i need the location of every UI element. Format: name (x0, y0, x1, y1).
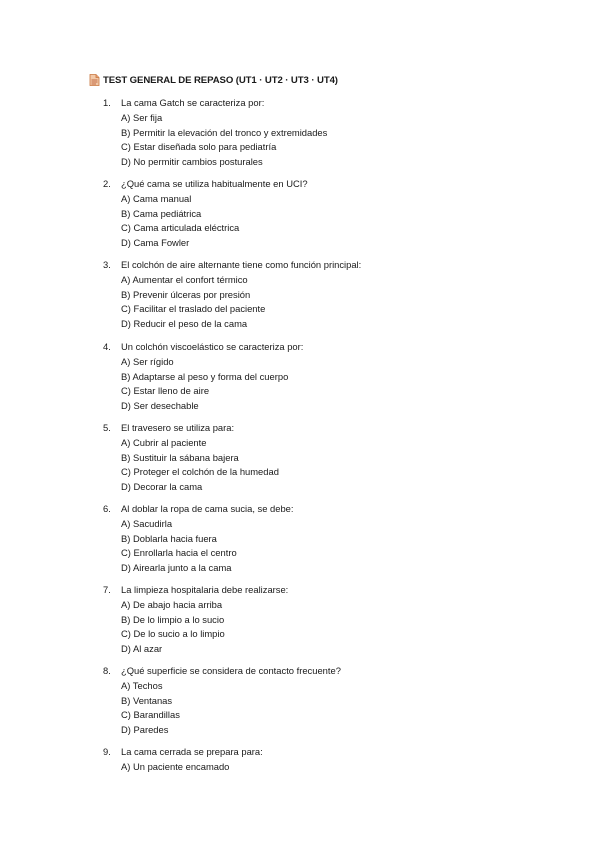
answer-option-text: B) Permitir la elevación del tronco y extremidades (121, 126, 328, 138)
question-number: 6. (103, 503, 111, 514)
answer-option-text: A) Sacudirla (121, 518, 173, 529)
question-number: 4. (103, 341, 111, 352)
answer-option-text: D) Decorar la cama (121, 480, 203, 492)
question-text: ¿Qué superficie se considera de contacto frecuente? (121, 665, 341, 676)
answer-option-text: D) Paredes (121, 723, 169, 735)
answer-option-text: C) Barandillas (121, 709, 180, 721)
question-text: La cama Gatch se caracteriza por: (121, 97, 265, 108)
question-number: 2. (103, 178, 111, 189)
answer-option-text: A) Ser rígido (121, 356, 174, 367)
question-text: ¿Qué cama se utiliza habitualmente en UCI? (121, 178, 308, 189)
answer-option-text: C) Facilitar el traslado del paciente (121, 303, 266, 315)
answer-option-text: B) Cama pediátrica (121, 207, 202, 219)
question-text: La limpieza hospitalaria debe realizarse: (121, 584, 289, 595)
answer-option-text: D) Reducir el peso de la cama (121, 317, 248, 329)
answer-option-text: C) Proteger el colchón de la humedad (121, 466, 279, 478)
question-text: Un colchón viscoelástico se caracteriza por: (121, 341, 304, 352)
answer-option-text: A) Cubrir al paciente (121, 437, 207, 448)
question-number: 7. (103, 584, 111, 595)
answer-option-text: B) Adaptarse al peso y forma del cuerpo (121, 370, 289, 382)
document-title: TEST GENERAL DE REPASO (UT1 · UT2 · UT3 · UT4) (103, 74, 338, 86)
question-number: 9. (103, 746, 111, 757)
question-number: 3. (103, 259, 111, 270)
answer-option-text: B) Doblarla hacia fuera (121, 532, 217, 544)
answer-option-text: C) Cama articulada eléctrica (121, 222, 240, 234)
answer-option-text: C) Enrollarla hacia el centro (121, 547, 237, 559)
answer-option-text: A) De abajo hacia arriba (121, 599, 223, 610)
answer-option-text: D) Cama Fowler (121, 236, 190, 248)
question-text: La cama cerrada se prepara para: (121, 746, 263, 757)
answer-option-text: A) Un paciente encamado (121, 761, 230, 772)
answer-option-text: B) Ventanas (121, 694, 173, 706)
answer-option-text: D) Al azar (121, 642, 163, 654)
answer-option-text: B) Sustituir la sábana bajera (121, 451, 239, 463)
question-number: 8. (103, 665, 111, 676)
question-text: El travesero se utiliza para: (121, 422, 235, 433)
answer-option-text: A) Techos (121, 680, 163, 691)
answer-option-text: B) Prevenir úlceras por presión (121, 288, 251, 300)
question-number: 1. (103, 97, 111, 108)
answer-option-text: D) Ser desechable (121, 399, 199, 411)
answer-option-text: A) Ser fija (121, 112, 163, 123)
answer-option-text: B) De lo limpio a lo sucio (121, 613, 225, 625)
answer-option-text: C) Estar diseñada solo para pediatría (121, 141, 277, 153)
question-text: Al doblar la ropa de cama sucia, se debe: (121, 503, 294, 514)
answer-option-text: C) Estar lleno de aire (121, 385, 210, 397)
answer-option-text: D) Airearla junto a la cama (121, 561, 232, 573)
question-number: 5. (103, 422, 111, 433)
document-icon (89, 74, 100, 86)
document-title-row (89, 74, 338, 86)
answer-option-text: D) No permitir cambios posturales (121, 155, 263, 167)
answer-option-text: C) De lo sucio a lo limpio (121, 628, 225, 640)
answer-option-text: A) Cama manual (121, 193, 192, 204)
answer-option-text: A) Aumentar el confort térmico (121, 274, 248, 285)
question-text: El colchón de aire alternante tiene como función principal: (121, 259, 362, 270)
